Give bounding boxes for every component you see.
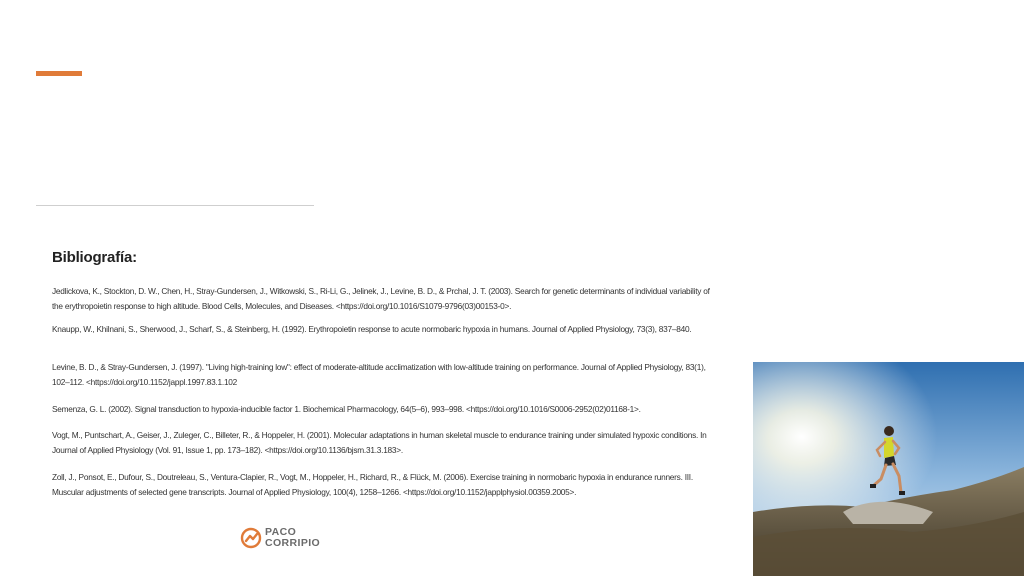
runner-photo bbox=[753, 362, 1024, 576]
reference-item: Jedlickova, K., Stockton, D. W., Chen, H., Stray-Gundersen, J., Witkowski, S., Ri-Li, G., Jelinek, J., Levine, B. D., & Prchal, J. T. (2003). Search for genetic determinants of individual variability of the erythropoietin response to high altitude. Blood Cells, Molecules, and Diseases. <https://doi.org/10.1016/S1079-9796(03)00153-0>. bbox=[52, 286, 710, 311]
runner-logo-icon bbox=[240, 527, 262, 549]
reference-item: Knaupp, W., Khilnani, S., Sherwood, J., Scharf, S., & Steinberg, H. (1992). Erythropoietin response to acute normobaric hypoxia in humans. Journal of Applied Physiology, 73(3), 837–840. bbox=[52, 324, 692, 334]
reference-item: Vogt, M., Puntschart, A., Geiser, J., Zuleger, C., Billeter, R., & Hoppeler, H. (2001). Molecular adaptations in human skeletal muscle to endurance training under simulated hypoxic conditions. In Journal of Applied Physiology (Vol. 91, Issue 1, pp. 173–182). <https://doi.org/10.1136/bjsm.31.3.183>. bbox=[52, 430, 707, 455]
logo-line-2: CORRIPIO bbox=[265, 537, 321, 549]
divider-line bbox=[36, 205, 314, 206]
reference-item: Zoll, J., Ponsot, E., Dufour, S., Doutreleau, S., Ventura-Clapier, R., Vogt, M., Hoppeler, H., Richard, R., & Flück, M. (2006). Exercise training in normobaric hypoxia in endurance runners. III. Muscular adjustments of selected gene transcripts. Journal of Applied Physiology, 100(4), 1258–1266. <https://doi.org/10.1152/japplphysiol.00359.2005>. bbox=[52, 472, 693, 497]
accent-bar bbox=[36, 71, 82, 76]
reference-item: Semenza, G. L. (2002). Signal transduction to hypoxia-inducible factor 1. Biochemical Pharmacology, 64(5–6), 993–998. <https://doi.org/10.1016/S0006-2952(02)01168-1>. bbox=[52, 404, 641, 414]
reference-item: Levine, B. D., & Stray-Gundersen, J. (1997). "Living high-training low": effect of moderate-altitude acclimatization with low-altitude training on performance. Journal of Applied Physiology, 83(1), 102–112. <https://doi.org/10.1152/jappl.1997.83.1.102 bbox=[52, 362, 706, 387]
page-heading: Bibliografía: bbox=[52, 249, 137, 266]
logo-line-1: PACO bbox=[265, 526, 297, 538]
brand-logo bbox=[240, 525, 320, 551]
